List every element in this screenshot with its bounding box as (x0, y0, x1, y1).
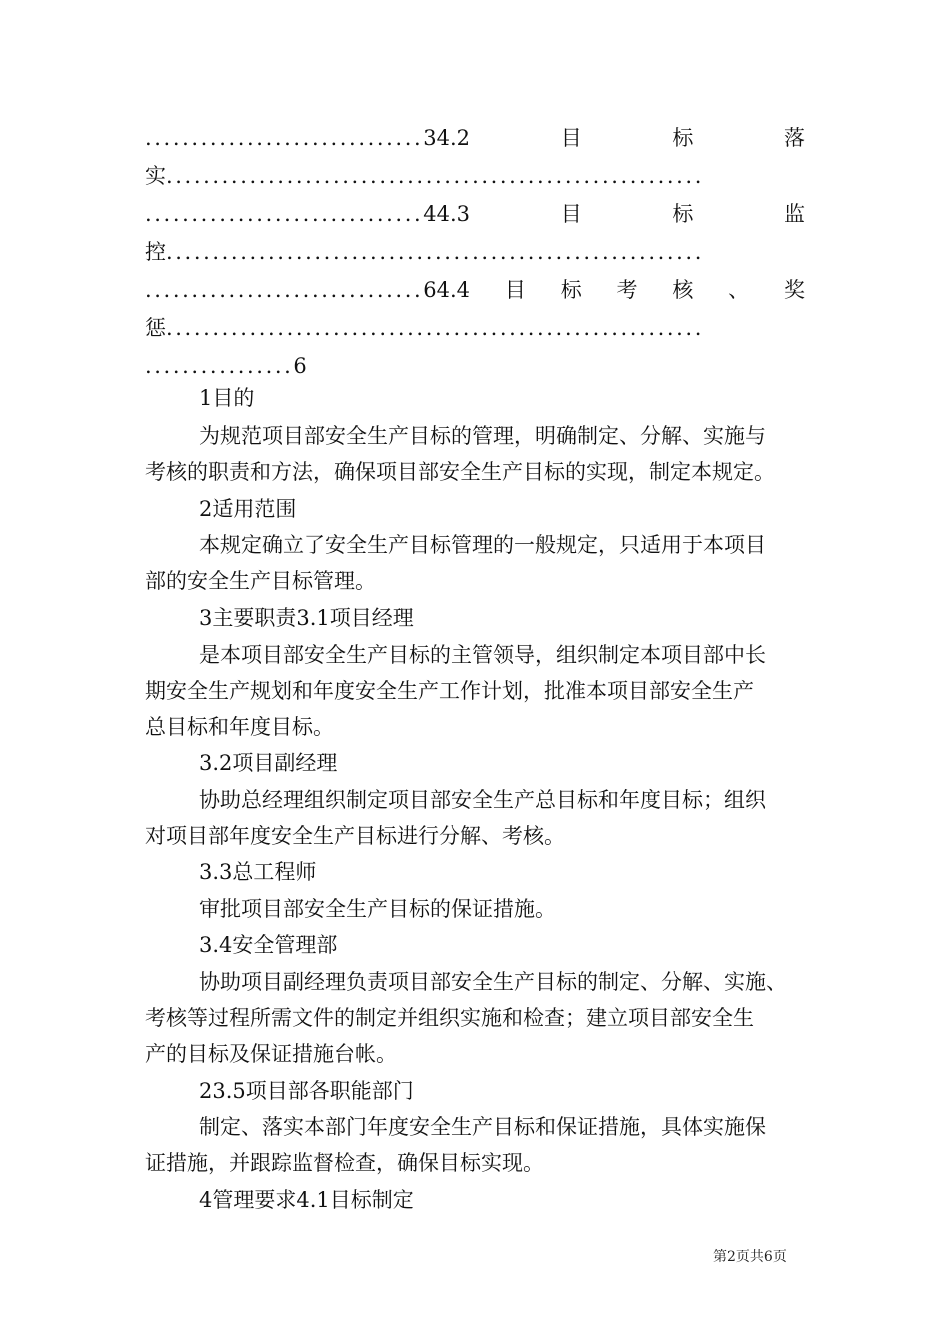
section-heading: 4管理要求4.1目标制定 (199, 1188, 414, 1212)
toc-char: 落 (784, 126, 805, 150)
toc-char: 目 (560, 202, 582, 226)
paragraph-line: 是本项目部安全生产目标的主管领导，组织制定本项目部中长 (199, 643, 766, 667)
toc-dots: ..............................44.3 (145, 202, 471, 226)
section-heading: 3.2项目副经理 (199, 751, 338, 775)
paragraph-line: 协助总经理组织制定项目部安全生产总目标和年度目标；组织 (199, 788, 766, 812)
paragraph-line: 制定、落实本部门年度安全生产目标和保证措施，具体实施保 (199, 1115, 766, 1139)
section-heading: 3主要职责3.1项目经理 (199, 606, 414, 630)
toc-char: 目 (560, 126, 582, 150)
paragraph-line: 部的安全生产目标管理。 (145, 569, 376, 593)
page-footer: 第2页共6页 (713, 1249, 787, 1265)
paragraph-line: 协助项目副经理负责项目部安全生产目标的制定、分解、实施、 (199, 970, 787, 994)
toc-entry-3-2-cont: 实.......................................................... (145, 164, 704, 188)
paragraph-line: 为规范项目部安全生产目标的管理，明确制定、分解、实施与 (199, 424, 766, 448)
section-heading: 23.5项目部各职能部门 (199, 1079, 414, 1103)
toc-dots: ..............................34.2 (145, 126, 471, 150)
toc-entry-3-4 (145, 275, 805, 305)
paragraph-line: 总目标和年度目标。 (145, 715, 334, 739)
paragraph-line: 考核的职责和方法，确保项目部安全生产目标的实现，制定本规定。 (145, 460, 775, 484)
toc-entry-3-3-cont: 控.......................................................... (145, 240, 704, 264)
toc-entry-3-4-cont: 惩.......................................................... (145, 316, 704, 340)
toc-char: 、 (728, 278, 750, 302)
paragraph-line: 考核等过程所需文件的制定并组织实施和检查；建立项目部安全生 (145, 1006, 754, 1030)
toc-char: 核 (672, 278, 694, 302)
toc-dots: ..............................64.4 (145, 278, 471, 302)
paragraph-line: 本规定确立了安全生产目标管理的一般规定，只适用于本项目 (199, 533, 766, 557)
toc-char: 奖 (784, 278, 805, 302)
toc-char: 标 (672, 202, 694, 226)
toc-char: 考 (616, 278, 638, 302)
section-heading: 2适用范围 (199, 497, 297, 521)
toc-char: 标 (560, 278, 582, 302)
section-heading: 3.3总工程师 (199, 860, 317, 884)
paragraph-line: 对项目部年度安全生产目标进行分解、考核。 (145, 824, 565, 848)
toc-char: 标 (672, 126, 694, 150)
section-heading: 1目的 (199, 386, 255, 410)
toc-entry-end: ................6 (145, 354, 310, 378)
toc-entry-3-3 (145, 199, 805, 229)
paragraph-line: 期安全生产规划和年度安全生产工作计划，批准本项目部安全生产 (145, 679, 754, 703)
toc-char: 目 (504, 278, 526, 302)
paragraph-line: 审批项目部安全生产目标的保证措施。 (199, 897, 556, 921)
paragraph-line: 产的目标及保证措施台帐。 (145, 1042, 397, 1066)
paragraph-line: 证措施，并跟踪监督检查，确保目标实现。 (145, 1151, 544, 1175)
toc-entry-3-2 (145, 123, 805, 153)
toc-char: 监 (784, 202, 805, 226)
section-heading: 3.4安全管理部 (199, 933, 338, 957)
